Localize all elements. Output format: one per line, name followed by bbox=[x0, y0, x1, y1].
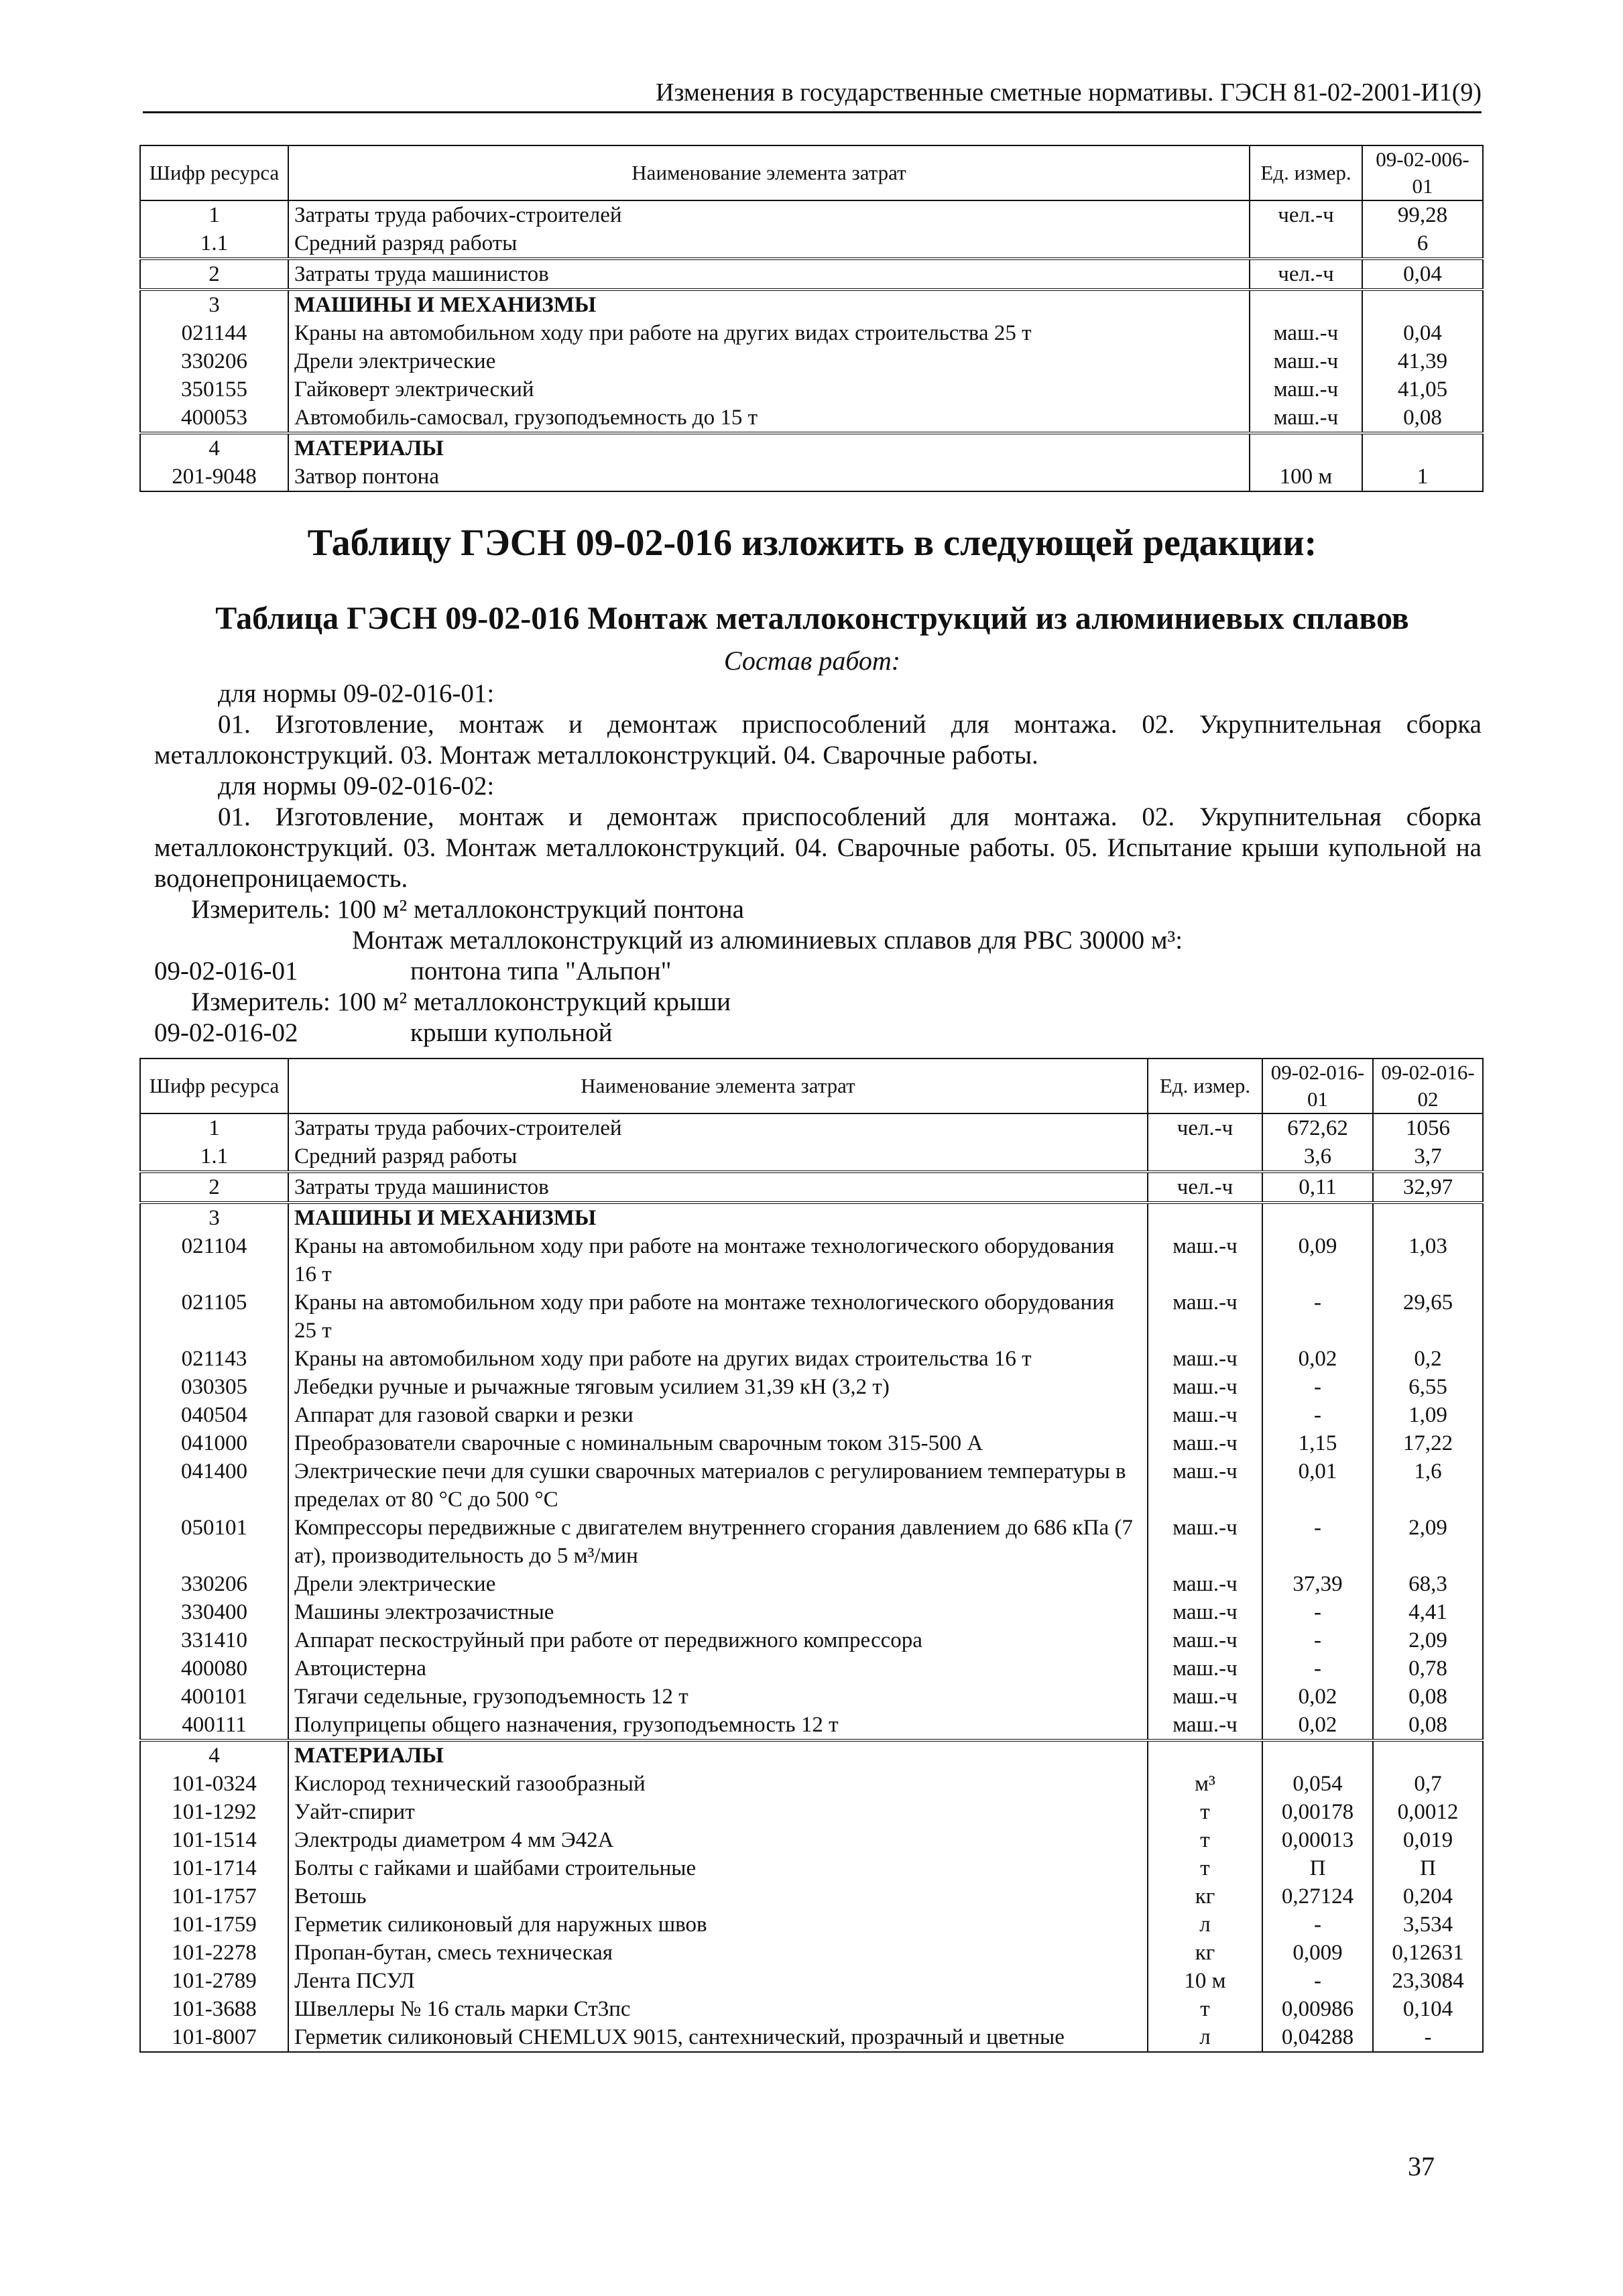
resource-name-cell: Автомобиль-самосвал, грузоподъемность до 15 т bbox=[288, 404, 1250, 433]
resource-name-cell: Аппарат пескоструйный при работе от передвижного компрессора bbox=[288, 1626, 1148, 1654]
resource-name-cell: Затраты труда машинистов bbox=[288, 1172, 1148, 1203]
norm-value-cell-2: 0,08 bbox=[1373, 1683, 1483, 1711]
item1-text: понтона типа "Альпон" bbox=[410, 957, 672, 985]
unit-cell: маш.-ч bbox=[1148, 1626, 1262, 1654]
table-row bbox=[140, 1967, 1483, 1995]
resource-name-cell: Полуприцепы общего назначения, грузоподъемность 12 т bbox=[288, 1711, 1148, 1740]
norm-value-cell-2: 1,6 bbox=[1373, 1457, 1483, 1514]
norm-value-cell-1: 37,39 bbox=[1262, 1570, 1373, 1598]
norm-value-cell-2: 1,03 bbox=[1373, 1232, 1483, 1288]
unit-cell: чел.-ч bbox=[1148, 1172, 1262, 1203]
unit-cell: чел.-ч bbox=[1250, 259, 1362, 290]
table-row bbox=[140, 1826, 1483, 1854]
table-row bbox=[140, 1345, 1483, 1373]
header-code: Шифр ресурса bbox=[140, 145, 288, 200]
unit-cell: маш.-ч bbox=[1148, 1373, 1262, 1401]
header-name: Наименование элемента затрат bbox=[288, 145, 1250, 200]
resource-name-cell: Болты с гайками и шайбами строительные bbox=[288, 1854, 1148, 1882]
page-header: Изменения в государственные сметные нормативы. ГЭСН 81-02-2001-И1(9) bbox=[143, 78, 1482, 113]
unit-cell: маш.-ч bbox=[1148, 1457, 1262, 1514]
unit-cell bbox=[1148, 1142, 1262, 1172]
resource-code-cell: 330206 bbox=[140, 347, 288, 375]
table-row bbox=[140, 375, 1483, 404]
resource-name-cell: Электроды диаметром 4 мм Э42А bbox=[288, 1826, 1148, 1854]
table-row bbox=[140, 347, 1483, 375]
unit-cell: маш.-ч bbox=[1250, 319, 1362, 347]
table-row bbox=[140, 1798, 1483, 1826]
unit-cell: т bbox=[1148, 1826, 1262, 1854]
unit-cell bbox=[1148, 1203, 1262, 1232]
resource-name-cell: Автоцистерна bbox=[288, 1654, 1148, 1683]
unit-cell: маш.-ч bbox=[1148, 1711, 1262, 1740]
norm-value-cell-1: 0,08 bbox=[1362, 404, 1483, 433]
unit-cell: маш.-ч bbox=[1148, 1288, 1262, 1345]
unit-cell: маш.-ч bbox=[1148, 1570, 1262, 1598]
resource-code-cell: 101-1292 bbox=[140, 1798, 288, 1826]
norm-value-cell-2: 0,7 bbox=[1373, 1770, 1483, 1798]
table-row bbox=[140, 259, 1483, 290]
norm-value-cell-1: - bbox=[1262, 1654, 1373, 1683]
unit-cell: маш.-ч bbox=[1148, 1429, 1262, 1457]
norm-value-cell-1: 0,02 bbox=[1262, 1711, 1373, 1740]
table-row bbox=[140, 1457, 1483, 1514]
resource-code-cell: 021143 bbox=[140, 1345, 288, 1373]
resource-code-cell: 2 bbox=[140, 1172, 288, 1203]
table-row bbox=[140, 1598, 1483, 1626]
norm-value-cell-2: 0,2 bbox=[1373, 1345, 1483, 1373]
resource-code-cell: 021104 bbox=[140, 1232, 288, 1288]
unit-cell: маш.-ч bbox=[1148, 1654, 1262, 1683]
norm-value-cell-1: - bbox=[1262, 1598, 1373, 1626]
norm2-text: 01. Изготовление, монтаж и демонтаж приспособлений для монтажа. 02. Укрупнительная сборка металлоконструкций. 03. Монтаж металлоконструкций. 04. Сварочные работы. 05. Испытание крыши купольной на водонепроницаемость. bbox=[154, 802, 1482, 893]
header-unit: Ед. измер. bbox=[1250, 145, 1362, 200]
resource-code-cell: 201-9048 bbox=[140, 463, 288, 491]
norm-value-cell-1: П bbox=[1262, 1854, 1373, 1882]
resource-code-cell: 041400 bbox=[140, 1457, 288, 1514]
norm-value-cell-1: - bbox=[1262, 1911, 1373, 1939]
unit-cell bbox=[1148, 1740, 1262, 1770]
norm-value-cell-1: 41,05 bbox=[1362, 375, 1483, 404]
resource-name-cell: Гайковерт электрический bbox=[288, 375, 1250, 404]
norm-value-cell-1: 6 bbox=[1362, 229, 1483, 259]
norm-value-cell-1: - bbox=[1262, 1967, 1373, 1995]
table-row bbox=[140, 1113, 1483, 1142]
table-row bbox=[140, 1203, 1483, 1232]
main-heading: Таблицу ГЭСН 09-02-016 изложить в следующей редакции: bbox=[307, 522, 1317, 564]
unit-cell: маш.-ч bbox=[1250, 404, 1362, 433]
resource-name-cell: МАШИНЫ И МЕХАНИЗМЫ bbox=[288, 290, 1250, 319]
resource-name-cell: Средний разряд работы bbox=[288, 1142, 1148, 1172]
resource-name-cell: Машины электрозачистные bbox=[288, 1598, 1148, 1626]
table-row bbox=[140, 2023, 1483, 2052]
item1-code: 09-02-016-01 bbox=[154, 957, 298, 985]
table-row bbox=[140, 1570, 1483, 1598]
norm-value-cell-1: 1,15 bbox=[1262, 1429, 1373, 1457]
unit-cell: маш.-ч bbox=[1148, 1683, 1262, 1711]
table-row bbox=[140, 1626, 1483, 1654]
resource-table-09-02-006 bbox=[139, 145, 1484, 492]
norm-value-cell-1 bbox=[1262, 1740, 1373, 1770]
resource-name-cell: Краны на автомобильном ходу при работе на других видах строительства 25 т bbox=[288, 319, 1250, 347]
unit-cell bbox=[1250, 229, 1362, 259]
resource-name-cell: Средний разряд работы bbox=[288, 229, 1250, 259]
resource-name-cell: МАТЕРИАЛЫ bbox=[288, 1740, 1148, 1770]
resource-name-cell: Дрели электрические bbox=[288, 347, 1250, 375]
header-norm-col2: 09-02-016-02 bbox=[1373, 1059, 1483, 1113]
norm-value-cell-1 bbox=[1262, 1203, 1373, 1232]
unit-cell: кг bbox=[1148, 1939, 1262, 1967]
header-norm-col1: 09-02-006-01 bbox=[1362, 145, 1483, 200]
rvs-subtitle: Монтаж металлоконструкций из алюминиевых сплавов для РВС 30000 м³: bbox=[352, 926, 1183, 955]
norm-value-cell-2: 0,12631 bbox=[1373, 1939, 1483, 1967]
norm-value-cell-1: 0,00986 bbox=[1262, 1995, 1373, 2023]
norm-value-cell-1 bbox=[1362, 433, 1483, 463]
resource-name-cell: Аппарат для газовой сварки и резки bbox=[288, 1401, 1148, 1429]
resource-code-cell: 2 bbox=[140, 259, 288, 290]
table-row bbox=[140, 1373, 1483, 1401]
resource-name-cell: Затраты труда рабочих-строителей bbox=[288, 200, 1250, 229]
norm-value-cell-2 bbox=[1373, 1203, 1483, 1232]
resource-code-cell: 101-8007 bbox=[140, 2023, 288, 2052]
unit-cell: т bbox=[1148, 1854, 1262, 1882]
unit-cell: л bbox=[1148, 1911, 1262, 1939]
unit-cell: маш.-ч bbox=[1148, 1598, 1262, 1626]
resource-table-09-02-016 bbox=[139, 1058, 1484, 2053]
resource-name-cell: Затраты труда рабочих-строителей bbox=[288, 1113, 1148, 1142]
composition-label: Состав работ: bbox=[723, 646, 901, 676]
header-norm-col1: 09-02-016-01 bbox=[1262, 1059, 1373, 1113]
unit-cell: маш.-ч bbox=[1250, 375, 1362, 404]
unit-cell bbox=[1250, 290, 1362, 319]
table-row bbox=[140, 319, 1483, 347]
norm-value-cell-2: 4,41 bbox=[1373, 1598, 1483, 1626]
meter-roof: Измеритель: 100 м² металлоконструкций крыши bbox=[191, 987, 731, 1016]
table-row bbox=[140, 1429, 1483, 1457]
norm-value-cell-2: 29,65 bbox=[1373, 1288, 1483, 1345]
table-row bbox=[140, 1514, 1483, 1570]
norm-value-cell-1: - bbox=[1262, 1373, 1373, 1401]
norm-value-cell-1: 0,11 bbox=[1262, 1172, 1373, 1203]
unit-cell: кг bbox=[1148, 1882, 1262, 1911]
table-row bbox=[140, 1401, 1483, 1429]
norm-value-cell-1: 0,27124 bbox=[1262, 1882, 1373, 1911]
unit-cell: маш.-ч bbox=[1250, 347, 1362, 375]
resource-name-cell: Герметик силиконовый для наружных швов bbox=[288, 1911, 1148, 1939]
resource-name-cell: Затвор понтона bbox=[288, 463, 1250, 491]
resource-name-cell: Герметик силиконовый CHEMLUX 9015, сантехнический, прозрачный и цветные bbox=[288, 2023, 1148, 2052]
norm-value-cell-1: 0,02 bbox=[1262, 1345, 1373, 1373]
norm-value-cell-2: 1056 bbox=[1373, 1113, 1483, 1142]
resource-code-cell: 050101 bbox=[140, 1514, 288, 1570]
norm-value-cell-2: 0,204 bbox=[1373, 1882, 1483, 1911]
unit-cell: т bbox=[1148, 1798, 1262, 1826]
resource-code-cell: 101-1514 bbox=[140, 1826, 288, 1854]
resource-name-cell: Лебедки ручные и рычажные тяговым усилием 31,39 кН (3,2 т) bbox=[288, 1373, 1148, 1401]
norm-value-cell-1: 99,28 bbox=[1362, 200, 1483, 229]
norm-value-cell-1: - bbox=[1262, 1288, 1373, 1345]
resource-code-cell: 330206 bbox=[140, 1570, 288, 1598]
item2-code: 09-02-016-02 bbox=[154, 1018, 298, 1047]
resource-name-cell: Краны на автомобильном ходу при работе на монтаже технологического оборудования 16 т bbox=[288, 1232, 1148, 1288]
resource-name-cell: Кислород технический газообразный bbox=[288, 1770, 1148, 1798]
header-code: Шифр ресурса bbox=[140, 1059, 288, 1113]
resource-name-cell: Преобразователи сварочные с номинальным сварочным током 315-500 А bbox=[288, 1429, 1148, 1457]
resource-name-cell: Дрели электрические bbox=[288, 1570, 1148, 1598]
resource-name-cell: Тягачи седельные, грузоподъемность 12 т bbox=[288, 1683, 1148, 1711]
unit-cell: чел.-ч bbox=[1250, 200, 1362, 229]
norm-value-cell-1: 1 bbox=[1362, 463, 1483, 491]
resource-code-cell: 1 bbox=[140, 200, 288, 229]
norm-value-cell-1: 672,62 bbox=[1262, 1113, 1373, 1142]
table-row bbox=[140, 1740, 1483, 1770]
resource-name-cell: МАШИНЫ И МЕХАНИЗМЫ bbox=[288, 1203, 1148, 1232]
norm-value-cell-2: 0,0012 bbox=[1373, 1798, 1483, 1826]
unit-cell: маш.-ч bbox=[1148, 1232, 1262, 1288]
resource-code-cell: 101-0324 bbox=[140, 1770, 288, 1798]
norm-value-cell-1: 0,04 bbox=[1362, 259, 1483, 290]
unit-cell bbox=[1250, 433, 1362, 463]
norm-value-cell-2: 68,3 bbox=[1373, 1570, 1483, 1598]
resource-code-cell: 030305 bbox=[140, 1373, 288, 1401]
resource-name-cell: МАТЕРИАЛЫ bbox=[288, 433, 1250, 463]
resource-code-cell: 1.1 bbox=[140, 1142, 288, 1172]
unit-cell: чел.-ч bbox=[1148, 1113, 1262, 1142]
resource-name-cell: Лента ПСУЛ bbox=[288, 1967, 1148, 1995]
resource-code-cell: 101-1759 bbox=[140, 1911, 288, 1939]
norm-value-cell-1: 3,6 bbox=[1262, 1142, 1373, 1172]
norm-value-cell-2: 0,104 bbox=[1373, 1995, 1483, 2023]
resource-code-cell: 400080 bbox=[140, 1654, 288, 1683]
norm-value-cell-2: 2,09 bbox=[1373, 1626, 1483, 1654]
resource-code-cell: 021144 bbox=[140, 319, 288, 347]
resource-code-cell: 021105 bbox=[140, 1288, 288, 1345]
norm-value-cell-2 bbox=[1373, 1740, 1483, 1770]
norm-value-cell-2: 3,7 bbox=[1373, 1142, 1483, 1172]
table-row bbox=[140, 229, 1483, 259]
norm-value-cell-1: 0,04288 bbox=[1262, 2023, 1373, 2052]
table-row bbox=[140, 433, 1483, 463]
resource-name-cell: Компрессоры передвижные с двигателем внутреннего сгорания давлением до 686 кПа (7 ат), производительность до 5 м³/мин bbox=[288, 1514, 1148, 1570]
table-row bbox=[140, 1995, 1483, 2023]
norm-value-cell-2: П bbox=[1373, 1854, 1483, 1882]
norm-value-cell-1: 0,01 bbox=[1262, 1457, 1373, 1514]
resource-code-cell: 1 bbox=[140, 1113, 288, 1142]
norm-value-cell-2: 1,09 bbox=[1373, 1401, 1483, 1429]
norm2-label: для нормы 09-02-016-02: bbox=[218, 772, 495, 800]
unit-cell: 100 м bbox=[1250, 463, 1362, 491]
table-row bbox=[140, 200, 1483, 229]
resource-code-cell: 101-3688 bbox=[140, 1995, 288, 2023]
resource-name-cell: Электрические печи для сушки сварочных материалов с регулированием температуры в пределах от 80 °С до 500 °С bbox=[288, 1457, 1148, 1514]
table-row bbox=[140, 1288, 1483, 1345]
unit-cell: маш.-ч bbox=[1148, 1401, 1262, 1429]
resource-code-cell: 3 bbox=[140, 290, 288, 319]
resource-code-cell: 400053 bbox=[140, 404, 288, 433]
table-row bbox=[140, 1939, 1483, 1967]
norm-value-cell-2: - bbox=[1373, 2023, 1483, 2052]
resource-code-cell: 4 bbox=[140, 433, 288, 463]
resource-code-cell: 4 bbox=[140, 1740, 288, 1770]
unit-cell: м³ bbox=[1148, 1770, 1262, 1798]
unit-cell: 10 м bbox=[1148, 1967, 1262, 1995]
norm-value-cell-1: - bbox=[1262, 1626, 1373, 1654]
resource-code-cell: 400101 bbox=[140, 1683, 288, 1711]
resource-code-cell: 101-1714 bbox=[140, 1854, 288, 1882]
norm-value-cell-2: 0,08 bbox=[1373, 1711, 1483, 1740]
resource-name-cell: Краны на автомобильном ходу при работе на монтаже технологического оборудования 25 т bbox=[288, 1288, 1148, 1345]
norm-value-cell-2: 17,22 bbox=[1373, 1429, 1483, 1457]
norm-value-cell-2: 0,019 bbox=[1373, 1826, 1483, 1854]
page-number: 37 bbox=[1408, 2151, 1435, 2181]
header-name: Наименование элемента затрат bbox=[288, 1059, 1148, 1113]
norm-value-cell-1: 0,00013 bbox=[1262, 1826, 1373, 1854]
norm-value-cell-1 bbox=[1362, 290, 1483, 319]
resource-code-cell: 040504 bbox=[140, 1401, 288, 1429]
resource-name-cell: Пропан-бутан, смесь техническая bbox=[288, 1939, 1148, 1967]
norm-value-cell-1: 0,009 bbox=[1262, 1939, 1373, 1967]
resource-name-cell: Ветошь bbox=[288, 1882, 1148, 1911]
unit-cell: л bbox=[1148, 2023, 1262, 2052]
table-row bbox=[140, 463, 1483, 491]
norm-value-cell-1: - bbox=[1262, 1514, 1373, 1570]
norm-value-cell-1: 0,02 bbox=[1262, 1683, 1373, 1711]
table-row bbox=[140, 1854, 1483, 1882]
resource-code-cell: 330400 bbox=[140, 1598, 288, 1626]
norm1-text: 01. Изготовление, монтаж и демонтаж приспособлений для монтажа. 02. Укрупнительная сборка металлоконструкций. 03. Монтаж металлоконструкций. 04. Сварочные работы. bbox=[154, 710, 1482, 770]
norm-value-cell-2: 0,78 bbox=[1373, 1654, 1483, 1683]
unit-cell: маш.-ч bbox=[1148, 1345, 1262, 1373]
table-row bbox=[140, 290, 1483, 319]
resource-code-cell: 331410 bbox=[140, 1626, 288, 1654]
header-unit: Ед. измер. bbox=[1148, 1059, 1262, 1113]
table-row bbox=[140, 1142, 1483, 1172]
resource-code-cell: 101-2789 bbox=[140, 1967, 288, 1995]
table-title: Таблица ГЭСН 09-02-016 Монтаж металлоконструкций из алюминиевых сплавов bbox=[215, 601, 1409, 636]
resource-name-cell: Швеллеры № 16 сталь марки Ст3пс bbox=[288, 1995, 1148, 2023]
table-row bbox=[140, 1770, 1483, 1798]
table-row bbox=[140, 1911, 1483, 1939]
norm1-label: для нормы 09-02-016-01: bbox=[218, 679, 495, 708]
table-row bbox=[140, 1711, 1483, 1740]
unit-cell: т bbox=[1148, 1995, 1262, 2023]
resource-name-cell: Краны на автомобильном ходу при работе на других видах строительства 16 т bbox=[288, 1345, 1148, 1373]
norm-value-cell-1: 0,09 bbox=[1262, 1232, 1373, 1288]
resource-code-cell: 041000 bbox=[140, 1429, 288, 1457]
norm-value-cell-1: - bbox=[1262, 1401, 1373, 1429]
table-row bbox=[140, 404, 1483, 433]
resource-name-cell: Уайт-спирит bbox=[288, 1798, 1148, 1826]
norm-value-cell-2: 3,534 bbox=[1373, 1911, 1483, 1939]
table-row bbox=[140, 1882, 1483, 1911]
table-row bbox=[140, 1683, 1483, 1711]
item2-text: крыши купольной bbox=[410, 1018, 613, 1047]
table-row bbox=[140, 1172, 1483, 1203]
resource-code-cell: 3 bbox=[140, 1203, 288, 1232]
norm-value-cell-2: 32,97 bbox=[1373, 1172, 1483, 1203]
resource-name-cell: Затраты труда машинистов bbox=[288, 259, 1250, 290]
norm-value-cell-1: 0,054 bbox=[1262, 1770, 1373, 1798]
norm-value-cell-1: 0,04 bbox=[1362, 319, 1483, 347]
norm-value-cell-1: 41,39 bbox=[1362, 347, 1483, 375]
norm-value-cell-2: 23,3084 bbox=[1373, 1967, 1483, 1995]
resource-code-cell: 101-2278 bbox=[140, 1939, 288, 1967]
resource-code-cell: 1.1 bbox=[140, 229, 288, 259]
resource-code-cell: 101-1757 bbox=[140, 1882, 288, 1911]
norm-value-cell-2: 6,55 bbox=[1373, 1373, 1483, 1401]
norm-value-cell-2: 2,09 bbox=[1373, 1514, 1483, 1570]
resource-code-cell: 350155 bbox=[140, 375, 288, 404]
table-row bbox=[140, 1654, 1483, 1683]
meter-pontoon: Измеритель: 100 м² металлоконструкций понтона bbox=[191, 895, 744, 924]
table-row bbox=[140, 1232, 1483, 1288]
norm-value-cell-1: 0,00178 bbox=[1262, 1798, 1373, 1826]
resource-code-cell: 400111 bbox=[140, 1711, 288, 1740]
unit-cell: маш.-ч bbox=[1148, 1514, 1262, 1570]
